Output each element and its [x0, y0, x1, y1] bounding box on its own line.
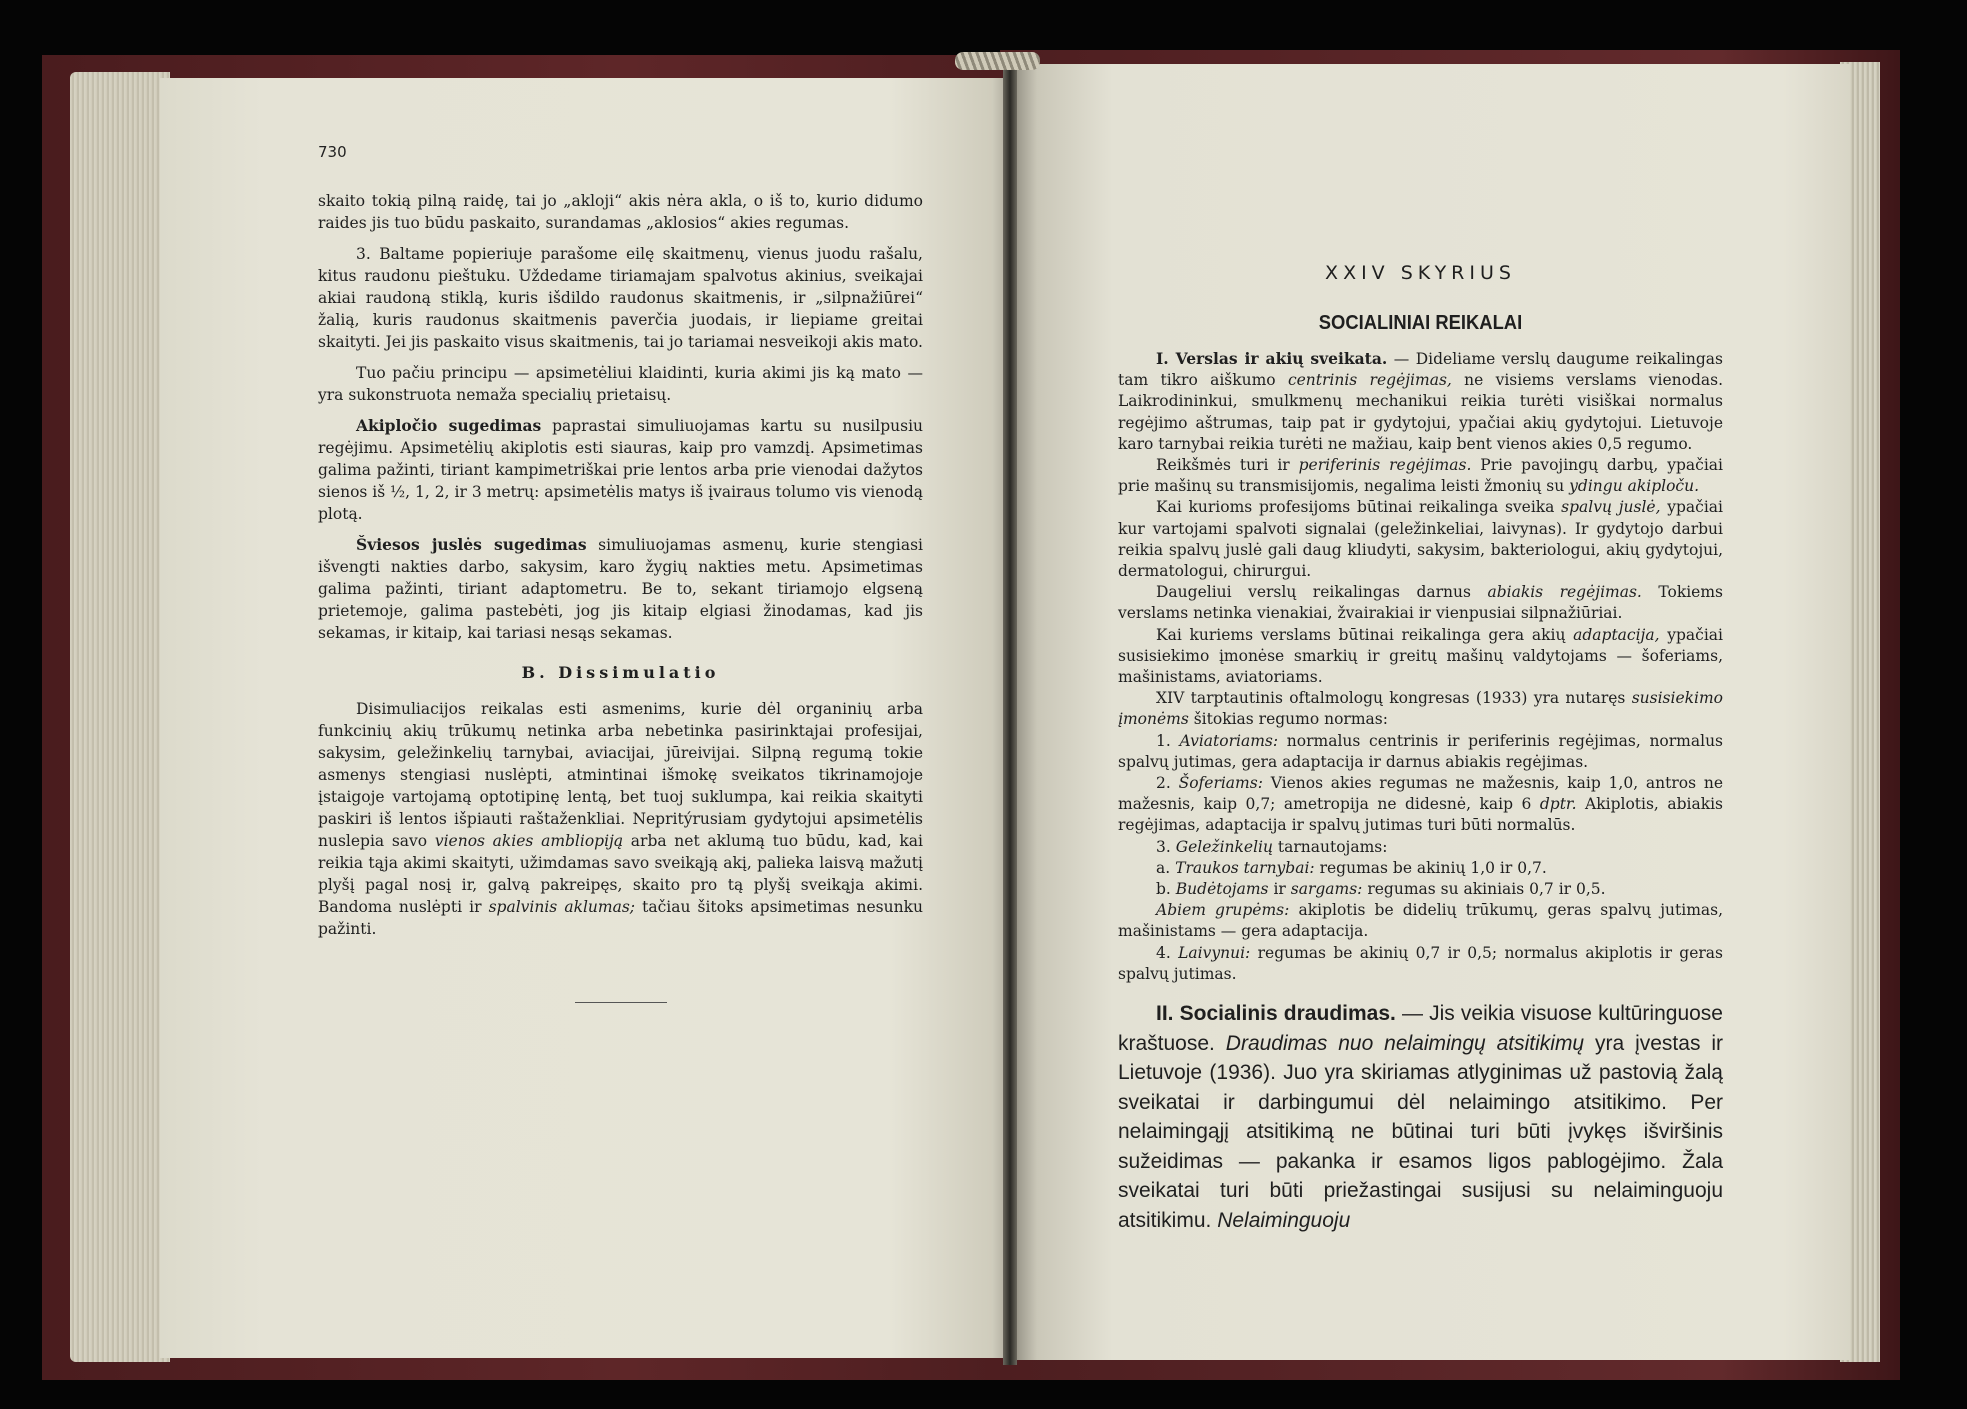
end-rule [575, 1002, 667, 1003]
text-run: ne visiems verslams vienodas. Laikrodininkui, smulkmenų mechanikui reikia turėti visiškai normalus regėjimo aštrumas, taip pat ir gydytojui, ypačiai akių gydytojui. Lietuvoje karo tarnybai reikia turėti ne mažiau, kaip bent vienos akies 0,5 regumo. [1118, 371, 1724, 453]
paragraph [1118, 455, 1723, 497]
paragraph [1118, 497, 1723, 582]
list-number: a. [1156, 858, 1176, 877]
italic-term: susisiekimo įmonėms [1118, 689, 1723, 729]
italic-term: abiakis regėjimas. [1487, 583, 1642, 602]
italic-term: Nelaiminguoju [1217, 1208, 1351, 1232]
list-item [1118, 773, 1723, 837]
paragraph [318, 698, 923, 940]
text-run: regumas be akinių 1,0 ir 0,7. [1314, 858, 1547, 877]
list-number: 2. [1156, 774, 1179, 793]
list-number: b. [1156, 880, 1176, 899]
text-run: simuliuojamas asmenų, kurie stengiasi išvengti nakties darbo, sakysim, karo žygių nakties metu. Apsimetimas galima pažinti, tiriant adaptometru. Be to, sekant tiriamojo elgseną prietemoje, galima pastebėti, jog jis kitaip elgiasi žinodamas, kad jis sekamas, ir kitaip, kai tariasi nesąs sekamas. [318, 536, 923, 642]
italic-term: Geležinkelių [1175, 837, 1273, 856]
paragraph [318, 534, 923, 644]
italic-term: adaptacija, [1573, 625, 1660, 644]
italic-term: vienos akies ambliopiją [434, 832, 624, 850]
list-item [1118, 900, 1723, 942]
section-title: I. Verslas ir akių sveikata. [1156, 349, 1388, 368]
paragraph: 3. Baltame popieriuje parašome eilę skaitmenų, vienus juodu rašalu, kitus raudonu pieštuku. Uždedame tiriamajam spalvotus akinius, sveikajai akiai raudoną stiklą, kuris išdildo raudonus skaitmenis, ir „silpnažiūrei“ žalią, kuris raudonus skaitmenis paverčia juodais, ir liepiame greitai skaityti. Jei jis paskaito visus skaitmenis, tai jo tariamai nesveikoji akis mato. [318, 245, 923, 351]
paragraph [1118, 688, 1723, 730]
text-run: Kai kurioms profesijoms būtinai reikalinga sveika [1156, 498, 1562, 517]
text-run: Disimuliacijos reikalas esti asmenims, kurie dėl organinių arba funkcinių akių trūkumų netinka arba nebetinka pasirinktajai profesijai, sakysim, geležinkelių tarnybai, aviacijai, jūreivijai. Silpną regumą tokie asmenys stengiasi nuslėpti, atmintinai išmokę sveikatos tikrinamojoje įstaigoje vartojamą optotipinę lentą, bet tuoj suklumpa, kai reikia skaityti paskiri iš lentos išpiauti raštaženkliai. Nepritýrusiam gydytojui apsimetėlis nuslepia savo [318, 700, 923, 850]
list-number: 1. [1156, 731, 1180, 750]
text-run: Tokiems verslams netinka vienakiai, žvairakiai ir vienpusiai silpnažiūriai. [1118, 583, 1723, 623]
left-page-text [318, 190, 923, 1003]
bookmark-ribbon [955, 52, 1040, 70]
list-item [1118, 837, 1723, 858]
text-run: Reikšmės turi ir [1156, 456, 1299, 475]
italic-term: spalvinis aklumas; [488, 898, 636, 916]
italic-term: spalvų juslė, [1561, 498, 1661, 517]
paragraph-large [1118, 999, 1723, 1235]
paragraph [1118, 348, 1723, 455]
term-bold: Šviesos juslės sugedimas [356, 535, 587, 554]
paragraph [318, 415, 923, 525]
italic-term: Traukos tarnybai: [1175, 858, 1315, 877]
italic-term: centrinis regėjimas, [1287, 371, 1452, 390]
list-item [1118, 879, 1723, 900]
italic-term: periferinis regėjimas. [1298, 456, 1472, 475]
right-page-text [1118, 348, 1723, 1235]
text-run: regumas su akiniais 0,7 ir 0,5. [1362, 880, 1606, 899]
italic-term: Abiem grupėms: [1156, 901, 1290, 920]
chapter-title: SOCIALINIAI REIKALAI [1318, 312, 1523, 334]
italic-term: sargams: [1290, 880, 1363, 899]
book-gutter [1003, 70, 1017, 1365]
text-run: Kai kuriems verslams būtinai reikalinga gera akių [1156, 625, 1574, 644]
text-run: paprastai simuliuojamas kartu su nusilpusiu regėjimu. Apsimetėlių akiplotis esti siauras, kaip pro vamzdį. Apsimetimas galima pažinti, tiriant kampimetriškai prie lentos arba prie vienodai dažytos sienos iš ½, 1, 2, ir 3 metrų: apsimetėlis matys iš įvairaus tolumo vis vienodą plotą. [318, 417, 924, 523]
list-number: 4. [1156, 943, 1179, 962]
text-run: Akiplotis, abiakis regėjimas, adaptacija ir spalvų jutimas turi būti normalūs. [1118, 795, 1724, 835]
text-run: Vienos akies regumas ne mažesnis, kaip 1,0, antros ne mažesnis, kaip 0,7; ametropija ne didesnė, kaip 6 [1118, 774, 1723, 814]
text-run: — Jis veikia visuose kultūringuose kraštuose. [1118, 1002, 1723, 1055]
paragraph [1118, 625, 1723, 689]
text-run: normalus centrinis ir periferinis regėjimas, normalus spalvų jutimas, gera adaptacija ir darnus abiakis regėjimas. [1118, 731, 1724, 771]
paragraph [1118, 582, 1723, 624]
list-item [1118, 858, 1723, 879]
italic-term: Draudimas nuo nelaimingų atsitikimų [1225, 1031, 1585, 1055]
italic-term: Aviatoriams: [1179, 731, 1279, 750]
text-run: akiplotis be didelių trūkumų, geras spalvų jutimas, mašinistams — gera adaptacija. [1118, 901, 1724, 941]
text-run: ypačiai kur vartojami spalvoti signalai (geležinkeliai, laivynas). Ir gydytojo darbui reikia spalvų juslė gali daug kliudyti, sakysim, bakteriologui, akių gydytojui, dermatologui, chirurgui. [1118, 498, 1724, 581]
page-number: 730 [318, 143, 347, 161]
text-run: regumas be akinių 0,7 ir 0,5; normalus akiplotis ir geras spalvų jutimas. [1118, 943, 1723, 983]
page-edges-left [70, 72, 170, 1362]
list-item [1118, 943, 1723, 985]
italic-term: Laivynui: [1178, 943, 1251, 962]
text-run: ypačiai susisiekimo įmonėse smarkių ir greitų mašinų valdytojams — šoferiams, mašinistams, aviatoriams. [1118, 625, 1723, 687]
text-run: — Dideliame verslų daugume reikalingas tam tikro aiškumo [1118, 350, 1724, 390]
section-heading: B. Dissimulatio [521, 663, 720, 682]
text-run: tarnautojams: [1272, 837, 1388, 856]
text-run: XIV tarptautinis oftalmologų kongresas (1933) yra nutaręs [1156, 689, 1632, 708]
section-title: II. Socialinis draudimas. [1156, 1002, 1396, 1026]
list-number: 3. [1156, 837, 1176, 856]
text-run: arba net aklumą tuo būdu, kad, kai reikia tąja akimi skaityti, užimdamas savo sveikąją akį, palieka laisvą mažutį plyšį pagal nosį ir, galvą pakreipęs, skaito pro tą plyšį sveikąja akimi. Bandoma nuslėpti ir [318, 832, 923, 916]
text-run: ir [1268, 880, 1291, 899]
italic-term: dptr. [1539, 795, 1577, 814]
text-run: Prie pavojingų darbų, ypačiai prie mašinų su transmisijomis, negalima leisti žmonių su [1118, 456, 1723, 496]
paragraph: Tuo pačiu principu — apsimetėliui klaidinti, kuria akimi jis ką mato — yra sukonstruota nemaža specialių prietaisų. [318, 364, 923, 404]
paragraph: skaito tokią pilną raidę, tai jo „akloji“ akis nėra akla, o iš to, kurio didumo raides jis tuo būdu paskaito, surandamas „aklosios“ akies regumas. [318, 192, 923, 232]
italic-term: Budėtojams [1175, 880, 1269, 899]
list-item [1118, 731, 1723, 773]
text-run: tačiau šitoks apsimetimas nesunku pažinti. [318, 898, 923, 938]
text-run: Daugeliui verslų reikalingas darnus [1156, 583, 1488, 602]
italic-term: Šoferiams: [1178, 774, 1263, 793]
text-run: šitokias regumo normas: [1188, 710, 1388, 729]
term-bold: Akipločio sugedimas [356, 416, 542, 435]
text-run: yra įvestas ir Lietuvoje (1936). Juo yra skiriamas atlyginimas už pastovią žalą sveikatai ir darbingumui dėl nelaimingo atsitikimo. Per nelaimingąjį atsitikimą ne būtinai turi būti įvykęs išviršinis sužeidimas — pakanka ir esamos ligos pablogėjimo. Žala sveikatai turi būti priežastingai susijusi su nelaiminguoju atsitikimu. [1118, 1031, 1723, 1232]
chapter-number: XXIV SKYRIUS [1325, 262, 1516, 284]
italic-term: ydingu akiploču. [1569, 477, 1699, 496]
